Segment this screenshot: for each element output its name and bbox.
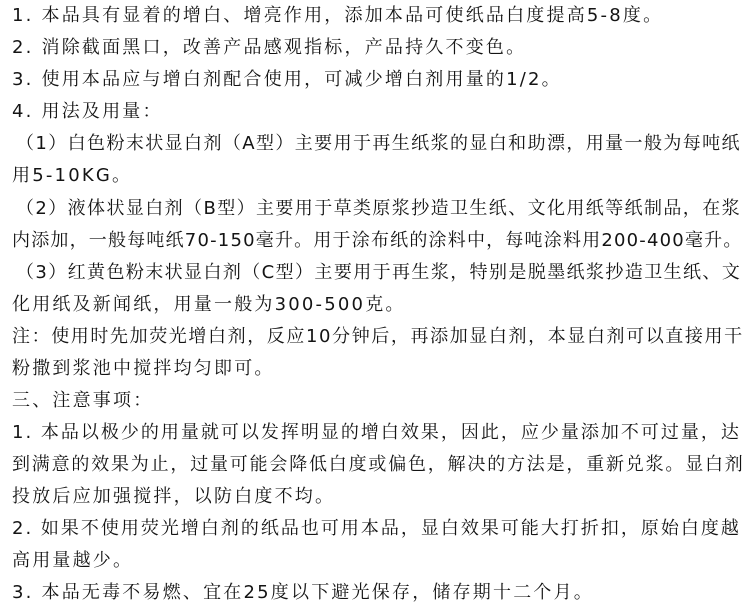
section-heading: 三、注意事项： [12, 390, 154, 411]
text-line: 到满意的效果为止，过量可能会降低白度或偏色，解决的方法是，重新兑浆。显白剂 [12, 454, 745, 475]
note-line: 注：使用时先加荧光增白剂，反应10分钟后，再添加显白剂，本显白剂可以直接用干 [12, 326, 744, 347]
text-line: 投放后应加强搅拌，以防白度不均。 [12, 486, 336, 507]
text-line: 1. 本品具有显着的增白、增亮作用，添加本品可使纸品白度提高5-8度。 [12, 5, 664, 26]
text-line: （2）液体状显白剂（B型）主要用于草类原浆抄造卫生纸、文化用纸等纸制品，在浆 [16, 198, 741, 219]
text-line: 3. 本品无毒不易燃、宜在25度以下避光保存，储存期十二个月。 [12, 582, 594, 603]
text-line: 3. 使用本品应与增白剂配合使用，可减少增白剂用量的1/2。 [12, 69, 562, 90]
text-line: 用5-10KG。 [12, 165, 133, 186]
text-line: 化用纸及新闻纸，用量一般为300-500克。 [12, 294, 406, 315]
text-line: 高用量越少。 [12, 550, 134, 571]
text-line: 内添加，一般每吨纸70-150毫升。用于涂布纸的涂料中，每吨涂料用200-400毫升。 [12, 230, 743, 251]
note-line: 粉撒到浆池中搅拌均匀即可。 [12, 358, 275, 379]
text-line: （3）红黄色粉末状显白剂（C型）主要用于再生浆，特别是脱墨纸浆抄造卫生纸、文 [16, 262, 742, 283]
text-line: 2. 如果不使用荧光增白剂的纸品也可用本品，显白效果可能大打折扣，原始白度越 [12, 518, 741, 539]
section-heading: 4. 用法及用量： [12, 101, 163, 122]
text-line: （1）白色粉末状显白剂（A型）主要用于再生纸浆的显白和助漂，用量一般为每吨纸 [16, 133, 741, 154]
text-line: 2. 消除截面黑口，改善产品感观指标，产品持久不变色。 [12, 37, 527, 58]
text-line: 1. 本品以极少的用量就可以发挥明显的增白效果，因此，应少量添加不可过量，达 [12, 422, 741, 443]
